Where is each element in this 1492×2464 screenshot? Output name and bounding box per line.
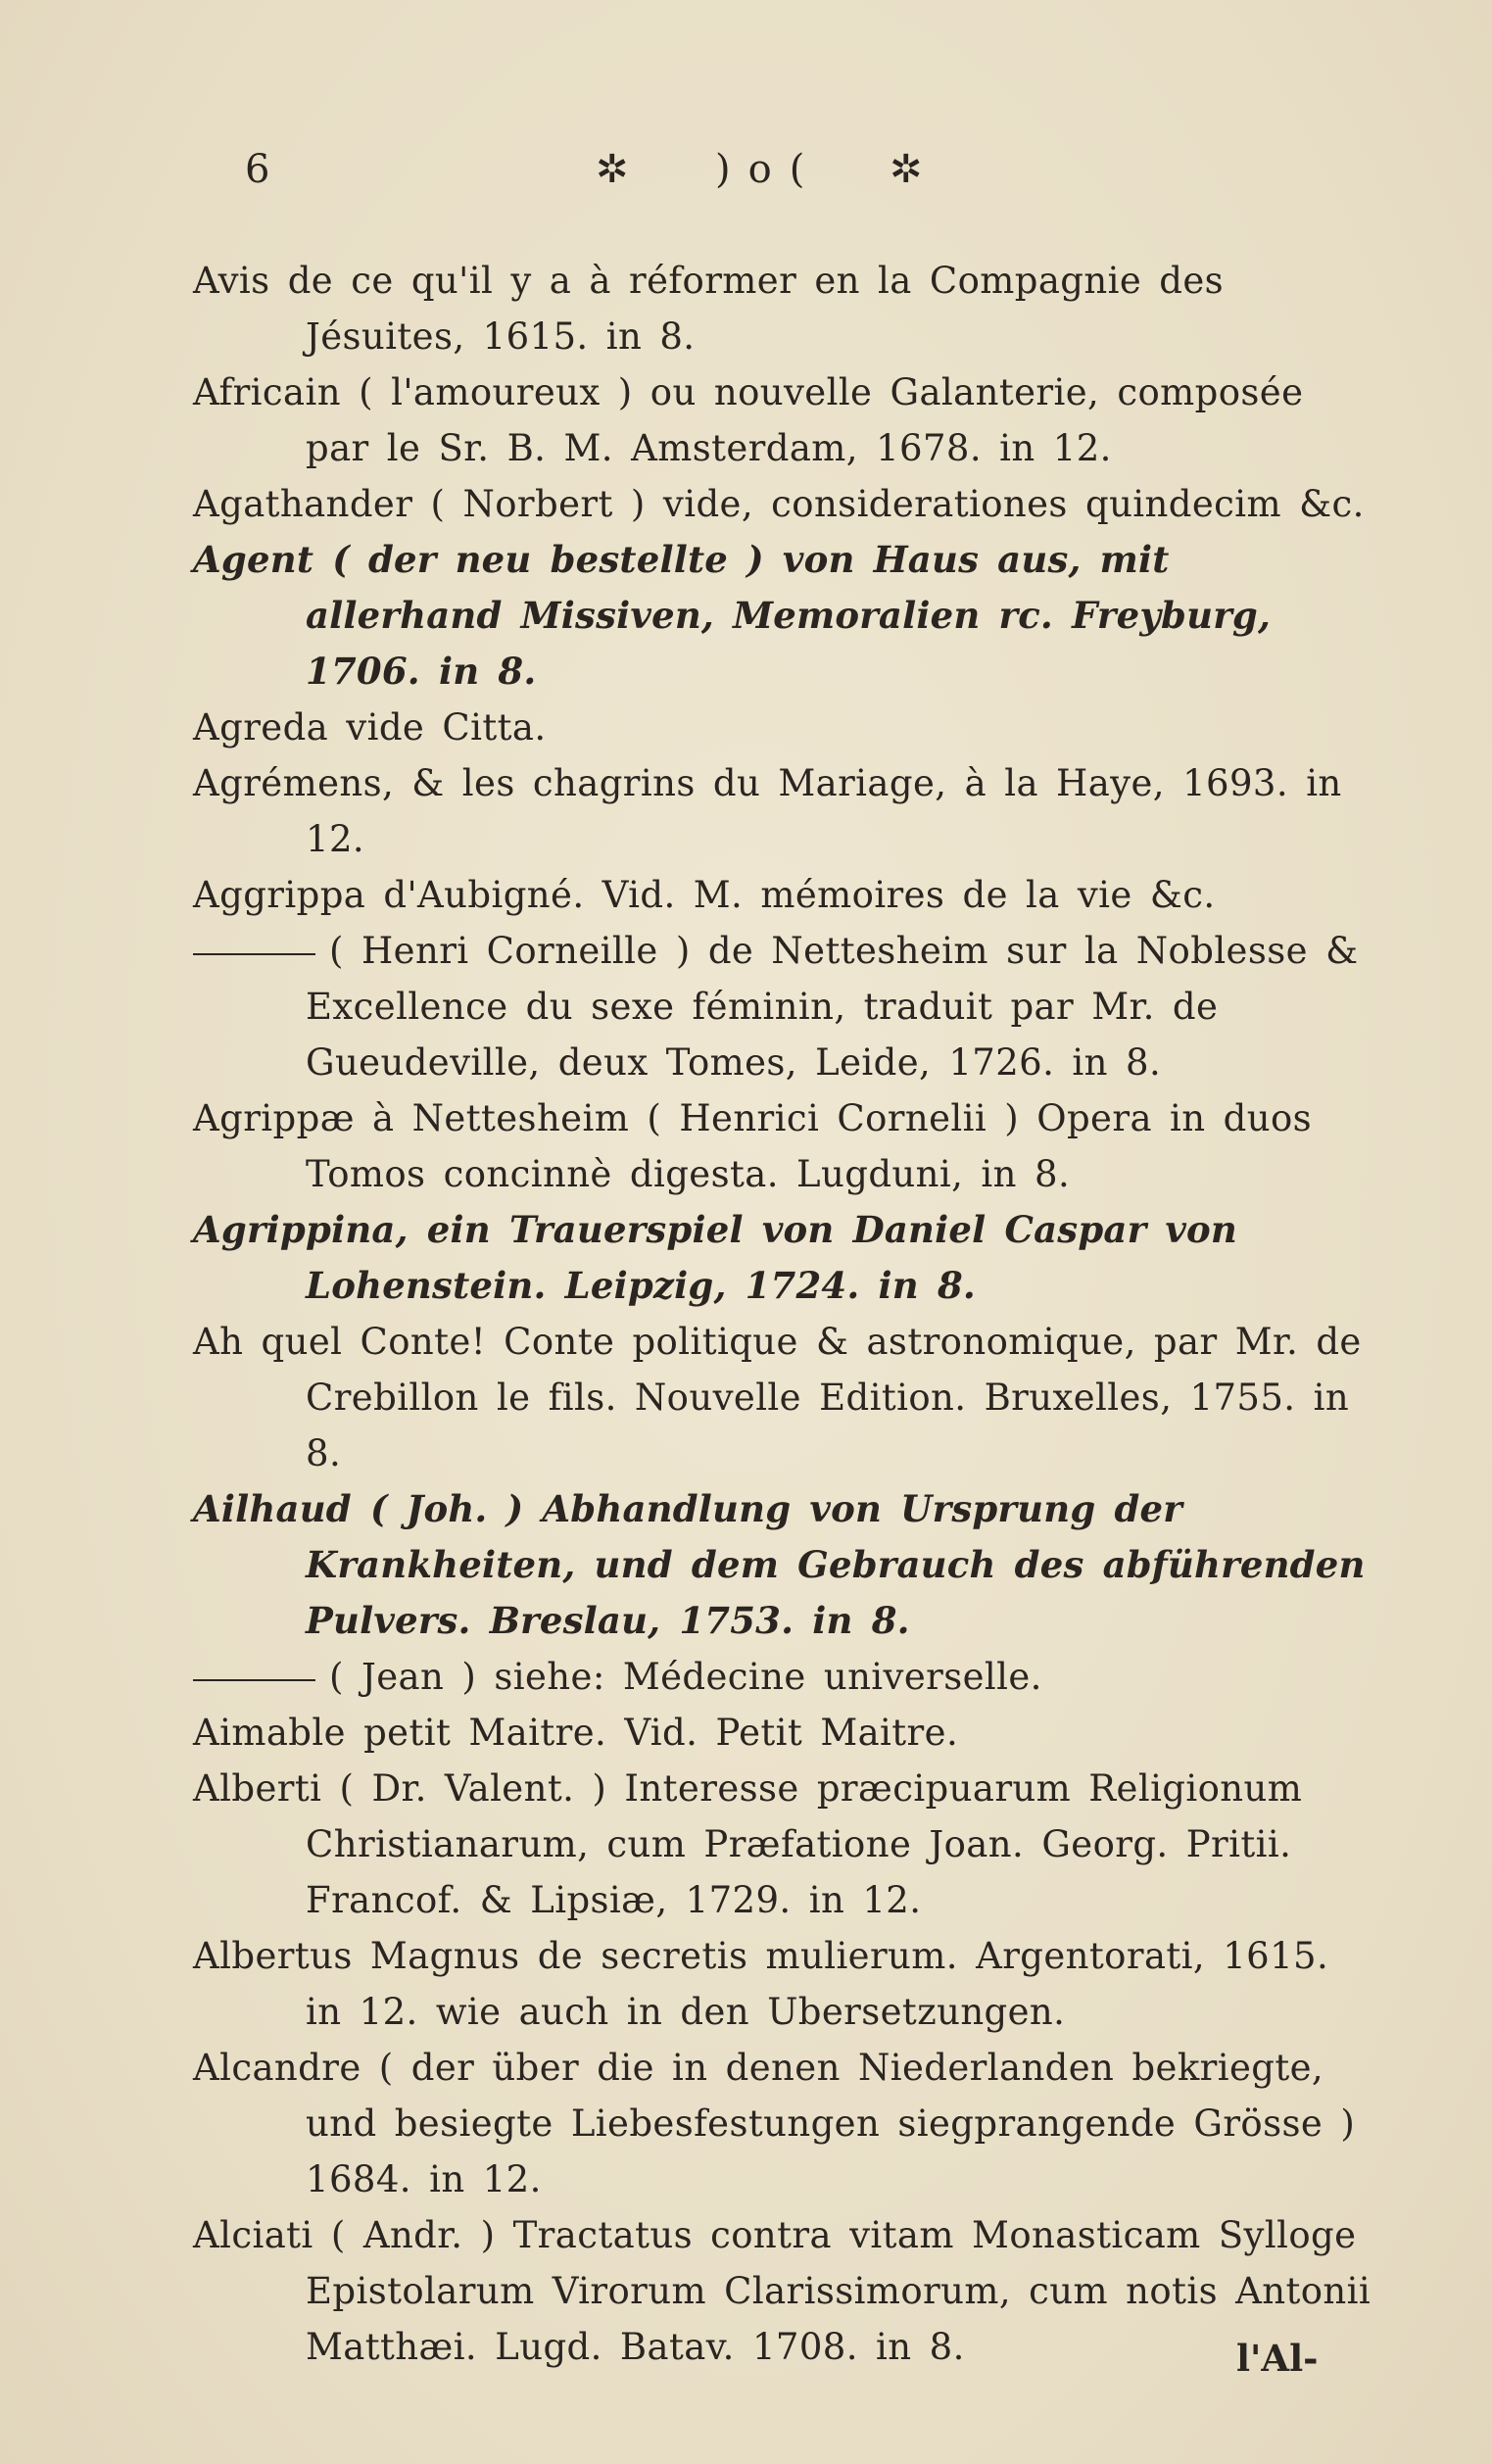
catchword: l'Al-: [1236, 2337, 1319, 2380]
catalog-entry: Alberti ( Dr. Valent. ) Interesse præcipuarum Religionum Christianarum, cum Præfatione Joan. Georg. Pritii. Francof. & Lipsiæ, 1729. in 12.: [193, 1767, 1303, 1921]
ornament-middle: )o(: [715, 147, 823, 192]
catalog-entry: Agathander ( Norbert ) vide, considerationes quindecim &c.: [193, 483, 1365, 525]
catalog-entry: Aimable petit Maitre. Vid. Petit Maitre.: [193, 1712, 959, 1754]
page-number: 6: [245, 147, 270, 192]
catalog-entry: Ailhaud ( Joh. ) Abhandlung von Ursprung der Krankheiten, und dem Gebrauch des abführenden Pulvers. Breslau, 1753. in 8.: [193, 1487, 1366, 1642]
catalog-entry: Ah quel Conte! Conte politique & astronomique, par Mr. de Crebillon le fils. Nouvelle Edition. Bruxelles, 1755. in 8.: [193, 1321, 1362, 1474]
catalog-entry: Alciati ( Andr. ) Tractatus contra vitam Monasticam Sylloge Epistolarum Virorum Clarissimorum, cum notis Antonii Matthæi. Lugd. Batav. 1708. in 8.: [193, 2214, 1372, 2368]
catalog-entry: Africain ( l'amoureux ) ou nouvelle Galanterie, composée par le Sr. B. M. Amsterdam, 1678. in 12.: [193, 371, 1304, 469]
catalog-entry: Aggrippa d'Aubigné. Vid. M. mémoires de la vie &c.: [193, 874, 1216, 916]
catalog-entry: Albertus Magnus de secretis mulierum. Argentorati, 1615. in 12. wie auch in den Ubersetzungen.: [193, 1935, 1329, 2033]
page-header: [0, 147, 1492, 206]
catalog-entry: Agreda vide Citta.: [193, 706, 547, 749]
catalog-entry: Agent ( der neu bestellte ) von Haus aus, mit allerhand Missiven, Memoralien rc. Freyburg, 1706. in 8.: [193, 538, 1272, 693]
catalog-entry: Agrippina, ein Trauerspiel von Daniel Caspar von Lohenstein. Leipzig, 1724. in 8.: [193, 1208, 1238, 1307]
catalog-entry: Agrémens, & les chagrins du Mariage, à la Haye, 1693. in 12.: [193, 762, 1342, 860]
catalog-entry: ( Jean ) siehe: Médecine universelle.: [193, 1649, 1378, 1705]
catalog-entry: Alcandre ( der über die in denen Niederlanden bekriegte, und besiegte Liebesfestungen siegprangende Grösse ) 1684. in 12.: [193, 2047, 1356, 2200]
ditto-dash: [193, 953, 315, 955]
ditto-dash: [193, 1679, 315, 1681]
catalog-entries: [193, 253, 1378, 2375]
ornament-right-icon: ✲: [890, 147, 927, 192]
ornament-left-icon: ✲: [596, 147, 633, 192]
catalog-entry: Avis de ce qu'il y a à réformer en la Compagnie des Jésuites, 1615. in 8.: [193, 260, 1225, 358]
catalog-entry: ( Henri Corneille ) de Nettesheim sur la Noblesse & Excellence du sexe féminin, traduit par Mr. de Gueudeville, deux Tomes, Leide, 1726. in 8.: [193, 923, 1378, 1090]
catalog-entry: Agrippæ à Nettesheim ( Henrici Cornelii ) Opera in duos Tomos concinnè digesta. Lugduni, in 8.: [193, 1097, 1313, 1195]
